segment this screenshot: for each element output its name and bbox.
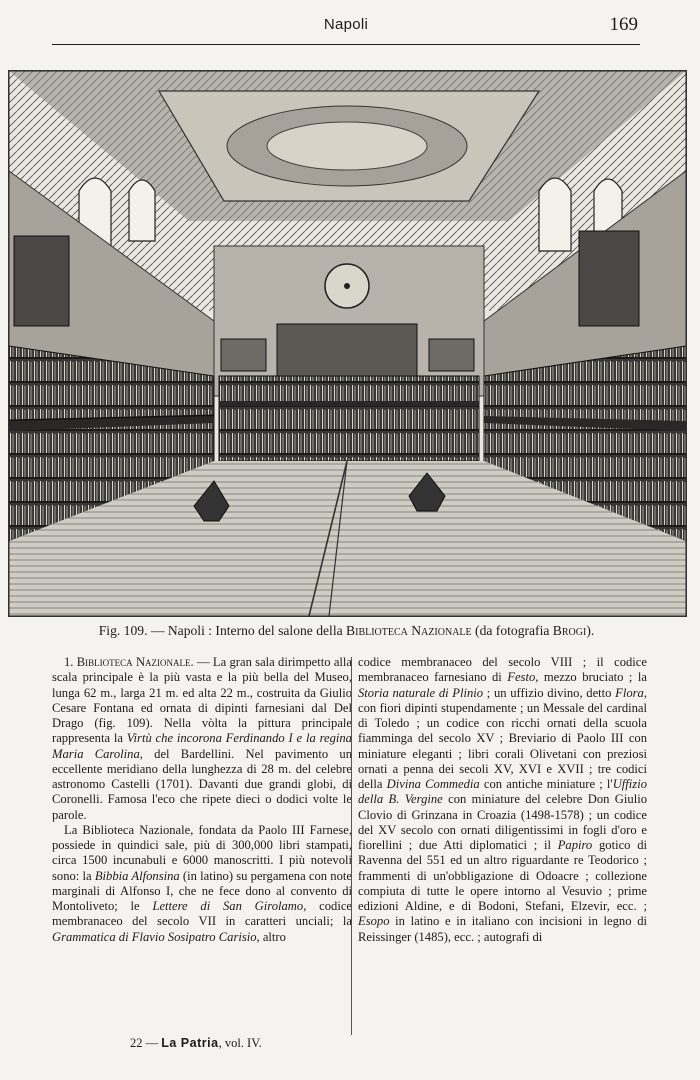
text-run: Uffizio della B. Vergine — [358, 777, 647, 807]
text-run: codice membranaceo del secolo VIII ; il codice membranaceo farnesiano di — [358, 655, 647, 685]
paragraph-codices — [358, 655, 647, 945]
text-run: Divina Commedia — [386, 777, 480, 791]
running-header — [52, 14, 640, 45]
text-run: La Biblioteca Nazionale, fondata da Paolo III Farnese, possiede in quindici sale, più di 300,000 libri stampati, circa 1500 incunabuli e 6000 manoscritti. I più notevoli sono: la — [52, 822, 352, 883]
text-run: 1. — [64, 655, 77, 669]
text-run: ; un uffizio divino, detto — [483, 685, 616, 700]
text-run: Papiro — [557, 838, 593, 852]
footer-sheet: 22 — — [130, 1036, 162, 1050]
figure-caption — [8, 623, 685, 639]
page-number: 169 — [609, 14, 638, 35]
text-run: Grammatica di Flavio Sosipatro Carisio — [52, 929, 257, 944]
column-divider — [351, 657, 352, 1035]
library-hall-illustration — [9, 71, 686, 616]
text-run: in latino e in italiano con incisioni in legno di Reissinger (1485), ecc. ; autografi di — [358, 914, 647, 944]
footer-volume: , vol. IV. — [218, 1036, 262, 1050]
text-run: gotico di Ravenna del 551 ed un altro riguardante re Teodorico ; frammenti di un'obbligazione di Odoacre ; collezione compiuta di tutte le opere intorno al Vesuvio ; prime edizioni Aldine, e di Bodoni, Stefani, Elzevir, ecc. ; — [358, 838, 647, 913]
text-run: Lettere di San Girolamo — [152, 899, 304, 913]
caption-suffix: (da fotografia — [471, 623, 553, 638]
footer-publication: La Patria — [161, 1036, 219, 1050]
right-column — [358, 655, 647, 945]
paragraph-biblioteca-holdings — [52, 823, 352, 945]
text-run: , altro — [256, 929, 286, 944]
text-run: Biblioteca Nazionale — [76, 655, 191, 669]
text-run: Esopo — [358, 914, 390, 929]
text-run: . — La gran sala dirimpetto alla scala principale è la più vasta e la più bella del Museo, lunga 62 m., larga 21 m. ed alta 22 m., costruita da Giulio Cesare Fontana ed ornata di dipinti farnesiani dal Del Drago (fig. 109). Nella vòlta la pittura principale rappresenta la — [52, 655, 353, 746]
caption-credit: Brogi — [552, 623, 587, 638]
running-title: Napoli — [323, 16, 369, 33]
text-run: Festo — [507, 670, 536, 685]
text-run: , mezzo bruciato ; la — [535, 670, 647, 685]
text-run: , codice membranaceo del secolo VII in caratteri unciali; la — [52, 899, 352, 929]
caption-library-name: Biblioteca Nazionale — [346, 623, 472, 638]
text-run: Flora — [615, 685, 644, 700]
page-footer — [130, 1036, 262, 1051]
text-run: Virtù che incorona Ferdinando I e la regina Maria Carolina — [52, 731, 352, 761]
left-column — [52, 655, 352, 945]
text-run: (in latino) su pergamena con note marginali di Alfonso I, che ne fece dono al convento di Montoliveto; le — [52, 868, 352, 913]
caption-end: ). — [586, 623, 595, 638]
paragraph-biblioteca-intro — [52, 655, 352, 823]
text-run: con antiche miniature ; l' — [479, 777, 613, 791]
caption-prefix: Fig. 109. — Napoli : Interno del salone della — [98, 623, 347, 638]
text-run: con miniature del celebre Don Giulio Clovio di Grinzana in Croazia (1498-1578) ; un codice del XV secolo con ornati diligentissimi in fogli d'oro e fiorellini ; due Atti diplomatici ; il — [358, 792, 647, 852]
text-run: Storia naturale di Plinio — [358, 685, 484, 700]
text-run: Bibbia Alfonsina — [94, 868, 180, 883]
text-run: , del Bardellini. Nel pavimento un eccellente meridiano della lunghezza di 28 m. del celebre astronomo Castelli (1701). Davanti due grandi globi, di Coronelli. Famosa l'eco che ripete dieci o dodici volte le parole. — [52, 746, 352, 822]
text-run: , con fiori dipinti stupendamente ; un Messale del cardinal di Toledo ; un codice con ricchi ornati della scuola fiamminga del secolo XV ; Breviario di Paolo III con miniature eleganti ; libri corali Olivetani con preziosi ornati a penna dei secoli XV, XVI e XVII ; tre codici della — [358, 685, 648, 791]
library-engraving — [8, 70, 687, 617]
